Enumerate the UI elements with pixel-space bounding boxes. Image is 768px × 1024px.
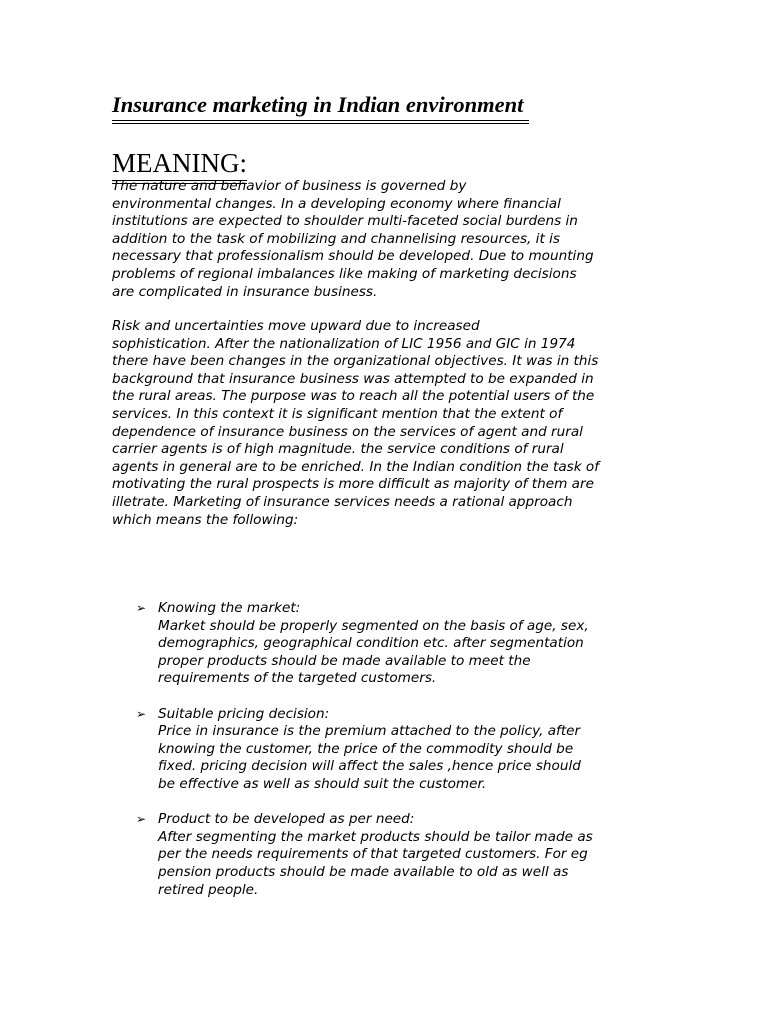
arrow-bullet-icon: ➢ — [136, 812, 147, 827]
bullet-text: Market should be properly segmented on the basis of age, sex, demographics, geographical condition etc. after segmentation proper products should be made available to meet the requirements of the targeted customers. — [158, 617, 589, 687]
paragraph-intro: The nature and behavior of business is governed by environmental changes. In a developing economy where financial institutions are expected to shoulder multi-faceted social burdens in addition to the task of mobilizing and channelising resources, it is necessary that professionalism should be developed. Due to mounting problems of regional imbalances like making of marketing decisions are complicated in insurance business. — [112, 178, 594, 300]
bullet-list — [112, 600, 668, 917]
section-heading-meaning: MEANING: — [112, 146, 247, 184]
document-title: Insurance marketing in Indian environment — [112, 90, 529, 124]
bullet-heading: Knowing the market: — [158, 600, 301, 616]
arrow-bullet-icon: ➢ — [136, 601, 147, 615]
bullet-heading: Suitable pricing decision: — [158, 705, 330, 722]
bullet-item-product-development — [112, 811, 668, 899]
bullet-text: Price in insurance is the premium attached to the policy, after knowing the customer, the price of the commodity should be fixed. pricing decision will affect the sales ,hence price should be effective as well as should suit the customer. — [158, 723, 581, 792]
bullet-item-knowing-market — [112, 600, 668, 688]
bullet-heading: Product to be developed as per need: — [158, 811, 415, 828]
arrow-bullet-icon: ➢ — [136, 706, 147, 721]
paragraph-risk: Risk and uncertainties move upward due to increased sophistication. After the nationalization of LIC 1956 and GIC in 1974 there have been changes in the organizational objectives. It was in this background that insurance business was attempted to be expanded in the rural areas. The purpose was to reach all the potential users of the services. In this context it is significant mention that the extent of dependence of insurance business on the services of agent and rural carrier agents is of high magnitude. the service conditions of rural agents in general are to be enriched. In the Indian condition the task of motivating the rural prospects is more difficult as majority of them are illetrate. Marketing of insurance services needs a rational approach which means the following: — [112, 318, 600, 528]
bullet-text: After segmenting the market products should be tailor made as per the needs requirements of that targeted customers. For eg pension products should be made available to old as well as retired people. — [158, 828, 593, 898]
bullet-item-pricing-decision — [112, 706, 668, 794]
